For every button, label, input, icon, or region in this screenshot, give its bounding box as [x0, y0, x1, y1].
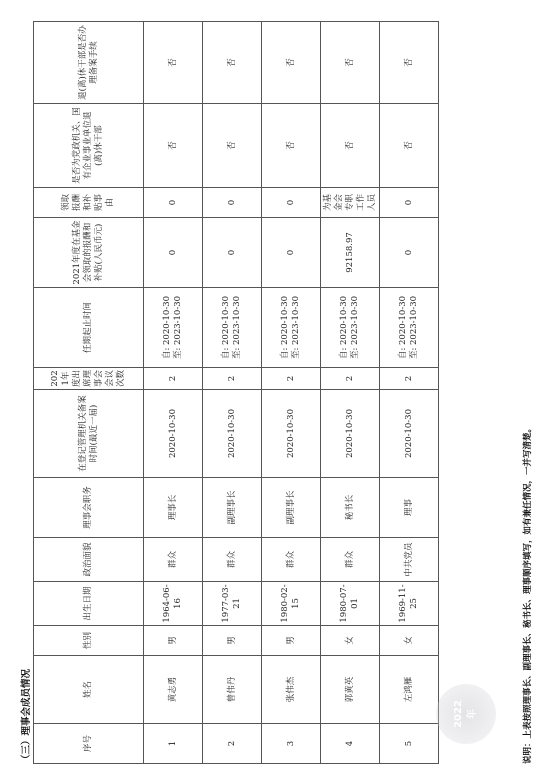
cell-gender: 女: [380, 626, 439, 656]
cell-birth: 1980-02-15: [262, 582, 321, 626]
cell-recorded: 否: [321, 22, 380, 104]
cell-term: [203, 288, 262, 368]
term-end: 至: 2023-10-30: [232, 295, 242, 360]
cell-term: [321, 288, 380, 368]
cell-birth: 1977-03-21: [203, 582, 262, 626]
cell-pay: 92158.97: [321, 218, 380, 288]
cell-no: 1: [144, 724, 203, 764]
col-header-political: 政治面貌: [34, 538, 144, 582]
cell-role: 秘书长: [321, 478, 380, 538]
cell-meetings: 2: [321, 368, 380, 390]
cell-role: 理事长: [144, 478, 203, 538]
col-header-no: 序号: [34, 724, 144, 764]
cell-meetings: 2: [380, 368, 439, 390]
cell-reason: 0: [203, 188, 262, 218]
col-header-birth: 出生日期: [34, 582, 144, 626]
cell-pay: 0: [262, 218, 321, 288]
cell-pay: 0: [144, 218, 203, 288]
col-header-retired: 是否为党政机关、国有企业事业单位退(离)休干部: [34, 104, 144, 188]
cell-birth: 1969-11-25: [380, 582, 439, 626]
cell-no: 4: [321, 724, 380, 764]
council-members-table: [33, 21, 439, 764]
cell-filed: 2020-10-30: [203, 390, 262, 478]
cell-political: 群众: [262, 538, 321, 582]
cell-role: 理事: [380, 478, 439, 538]
cell-reason: 0: [262, 188, 321, 218]
cell-gender: 男: [144, 626, 203, 656]
term-end: 至: 2023-10-30: [173, 295, 183, 360]
table-row: [321, 22, 380, 764]
cell-recorded: 否: [144, 22, 203, 104]
cell-meetings: 2: [203, 368, 262, 390]
term-start: 自: 2020-10-30: [398, 295, 408, 360]
term-end: 至: 2023-10-30: [291, 295, 301, 360]
cell-term: [380, 288, 439, 368]
col-header-name: 姓名: [34, 656, 144, 724]
cell-no: 2: [203, 724, 262, 764]
cell-gender: 女: [321, 626, 380, 656]
cell-retired: 否: [144, 104, 203, 188]
cell-filed: 2020-10-30: [321, 390, 380, 478]
cell-recorded: 否: [262, 22, 321, 104]
cell-meetings: 2: [144, 368, 203, 390]
cell-gender: 男: [262, 626, 321, 656]
col-header-reason: 领取报酬和补贴事由: [34, 188, 144, 218]
col-header-role: 理事会职务: [34, 478, 144, 538]
cell-role: 副理事长: [203, 478, 262, 538]
cell-name: 曾伟丹: [203, 656, 262, 724]
table-row: [262, 22, 321, 764]
term-start: 自: 2020-10-30: [162, 295, 172, 360]
cell-pay: 0: [380, 218, 439, 288]
cell-no: 3: [262, 724, 321, 764]
cell-term: [262, 288, 321, 368]
cell-birth: 1964-06-16: [144, 582, 203, 626]
watermark-year: 2022: [453, 700, 464, 728]
col-header-pay: 2021年度在基金会领取的报酬和补贴(人民币元): [34, 218, 144, 288]
cell-filed: 2020-10-30: [144, 390, 203, 478]
cell-political: 群众: [144, 538, 203, 582]
cell-political: 中共党员: [380, 538, 439, 582]
col-header-term: 任期起止时间: [34, 288, 144, 368]
section-title: （三）理事会成员情况: [21, 668, 32, 764]
cell-gender: 男: [203, 626, 262, 656]
cell-filed: 2020-10-30: [380, 390, 439, 478]
table-row: [203, 22, 262, 764]
watermark-seal: [436, 684, 496, 744]
cell-political: 群众: [321, 538, 380, 582]
col-header-gender: 性别: [34, 626, 144, 656]
cell-reason: 0: [144, 188, 203, 218]
footnote: 说明：上表按照理事长、副理事长、秘书长、理事顺序填写，如有兼任情况，一并写清楚。: [523, 423, 533, 764]
cell-name: 张伟杰: [262, 656, 321, 724]
cell-birth: 1980-07-01: [321, 582, 380, 626]
table-header-row: [34, 22, 144, 764]
term-start: 自: 2020-10-30: [221, 295, 231, 360]
cell-recorded: 否: [380, 22, 439, 104]
table-row: [144, 22, 203, 764]
cell-retired: 否: [262, 104, 321, 188]
cell-retired: 否: [321, 104, 380, 188]
cell-name: 左鸿雁: [380, 656, 439, 724]
cell-political: 群众: [203, 538, 262, 582]
col-header-recorded: 退(离)休干部是否办理备案手续: [34, 22, 144, 104]
cell-meetings: 2: [262, 368, 321, 390]
cell-reason: 0: [380, 188, 439, 218]
col-header-meetings: 2021年度出席理事会会议次数: [34, 368, 144, 390]
cell-name: 黄志勇: [144, 656, 203, 724]
term-end: 至: 2023-10-30: [409, 295, 419, 360]
cell-no: 5: [380, 724, 439, 764]
table-row: [380, 22, 439, 764]
cell-filed: 2020-10-30: [262, 390, 321, 478]
cell-retired: 否: [380, 104, 439, 188]
cell-reason: 为基金会专职工作人员: [321, 188, 380, 218]
term-start: 自: 2020-10-30: [339, 295, 349, 360]
term-end: 至: 2023-10-30: [350, 295, 360, 360]
cell-pay: 0: [203, 218, 262, 288]
cell-role: 副理事长: [262, 478, 321, 538]
cell-term: [144, 288, 203, 368]
cell-name: 郭黄英: [321, 656, 380, 724]
cell-recorded: 否: [203, 22, 262, 104]
col-header-filed: 在登记管理机关备案时间(最近一届): [34, 390, 144, 478]
watermark-suffix: 年: [467, 709, 478, 719]
term-start: 自: 2020-10-30: [280, 295, 290, 360]
cell-retired: 否: [203, 104, 262, 188]
